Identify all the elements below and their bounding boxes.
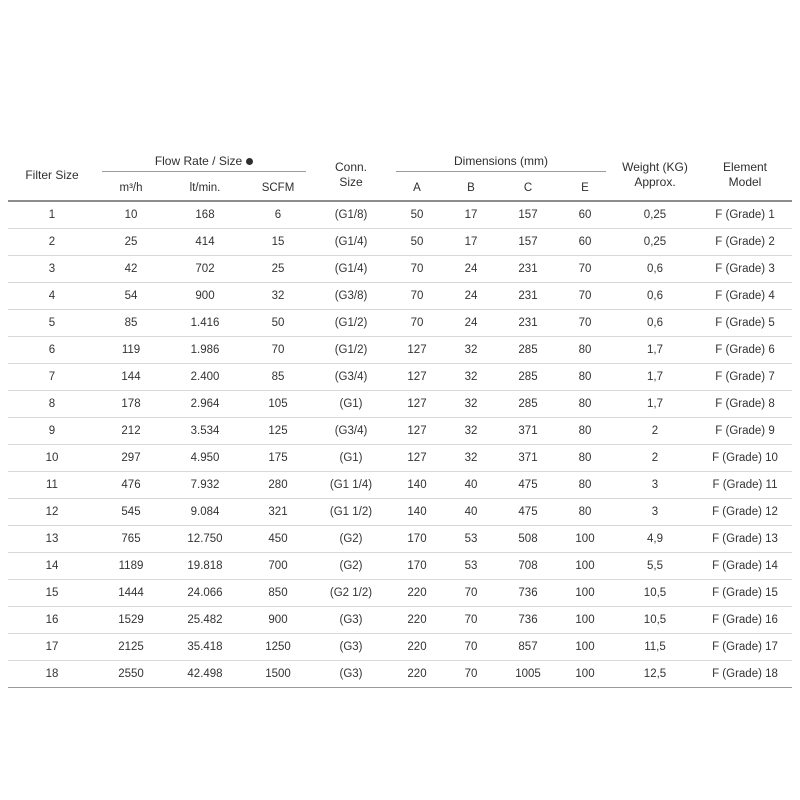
cell-flow-ltmin: 1.986: [166, 337, 244, 364]
header-element-model: [698, 150, 792, 201]
header-flow-scfm: [244, 176, 312, 201]
table-row: [8, 445, 792, 472]
cell-dim-e: 100: [558, 607, 612, 634]
cell-dim-b: 32: [444, 364, 498, 391]
header-weight: [612, 150, 698, 201]
cell-dim-e: 80: [558, 418, 612, 445]
header-flow-ltmin: [166, 176, 244, 201]
header-dim-a: [390, 176, 444, 201]
cell-dim-b: 53: [444, 526, 498, 553]
cell-flow-ltmin: 414: [166, 229, 244, 256]
cell-element-model: F (Grade) 8: [698, 391, 792, 418]
cell-dim-b: 32: [444, 445, 498, 472]
header-flow-ltmin-label: lt/min.: [189, 182, 221, 194]
header-dimensions-line: [396, 154, 606, 172]
header-element-line2: Model: [728, 175, 762, 189]
table-row: [8, 499, 792, 526]
header-dimensions-group: [390, 150, 612, 176]
cell-filter-size: 7: [8, 364, 96, 391]
cell-dim-a: 220: [390, 634, 444, 661]
cell-dim-c: 285: [498, 391, 558, 418]
cell-dim-e: 80: [558, 499, 612, 526]
cell-flow-m3h: 765: [96, 526, 166, 553]
cell-flow-m3h: 42: [96, 256, 166, 283]
cell-dim-a: 127: [390, 337, 444, 364]
cell-dim-c: 231: [498, 310, 558, 337]
cell-flow-ltmin: 9.084: [166, 499, 244, 526]
cell-dim-b: 70: [444, 607, 498, 634]
cell-dim-c: 736: [498, 580, 558, 607]
header-flow-rate-label: Flow Rate / Size: [154, 154, 243, 168]
cell-element-model: F (Grade) 17: [698, 634, 792, 661]
cell-flow-ltmin: 42.498: [166, 661, 244, 688]
cell-dim-a: 70: [390, 283, 444, 310]
cell-filter-size: 13: [8, 526, 96, 553]
cell-dim-e: 80: [558, 337, 612, 364]
cell-dim-c: 157: [498, 229, 558, 256]
table-row: [8, 526, 792, 553]
cell-dim-a: 140: [390, 499, 444, 526]
header-element-line1: Element: [722, 160, 768, 174]
table-row: [8, 418, 792, 445]
cell-flow-scfm: 25: [244, 256, 312, 283]
cell-dim-e: 80: [558, 445, 612, 472]
cell-flow-m3h: 1529: [96, 607, 166, 634]
cell-dim-a: 70: [390, 256, 444, 283]
header-filter-size-label: Filter Size: [25, 168, 79, 182]
cell-filter-size: 5: [8, 310, 96, 337]
cell-dim-a: 50: [390, 201, 444, 229]
header-weight-line2: Approx.: [634, 175, 676, 189]
cell-dim-e: 70: [558, 283, 612, 310]
cell-dim-a: 220: [390, 580, 444, 607]
cell-weight: 2: [612, 445, 698, 472]
cell-filter-size: 12: [8, 499, 96, 526]
table-row: [8, 310, 792, 337]
cell-filter-size: 17: [8, 634, 96, 661]
cell-dim-c: 157: [498, 201, 558, 229]
cell-weight: 4,9: [612, 526, 698, 553]
table-row: [8, 472, 792, 499]
cell-conn-size: (G3): [312, 607, 390, 634]
cell-weight: 0,25: [612, 201, 698, 229]
cell-dim-c: 285: [498, 337, 558, 364]
cell-dim-b: 70: [444, 634, 498, 661]
table-row: [8, 283, 792, 310]
table-row: [8, 553, 792, 580]
cell-filter-size: 2: [8, 229, 96, 256]
table-row: [8, 201, 792, 229]
header-dim-c-label: C: [523, 182, 533, 194]
cell-flow-m3h: 297: [96, 445, 166, 472]
cell-flow-m3h: 476: [96, 472, 166, 499]
cell-dim-e: 80: [558, 472, 612, 499]
header-flow-rate-group: [96, 150, 312, 176]
cell-flow-ltmin: 1.416: [166, 310, 244, 337]
cell-dim-c: 1005: [498, 661, 558, 688]
cell-dim-b: 24: [444, 283, 498, 310]
cell-flow-ltmin: 19.818: [166, 553, 244, 580]
cell-dim-b: 70: [444, 580, 498, 607]
cell-dim-b: 17: [444, 201, 498, 229]
cell-dim-c: 508: [498, 526, 558, 553]
cell-dim-b: 32: [444, 418, 498, 445]
cell-element-model: F (Grade) 7: [698, 364, 792, 391]
table-body: [8, 201, 792, 688]
cell-filter-size: 4: [8, 283, 96, 310]
table-row: [8, 661, 792, 688]
cell-conn-size: (G3): [312, 634, 390, 661]
cell-dim-b: 32: [444, 337, 498, 364]
cell-flow-ltmin: 702: [166, 256, 244, 283]
cell-weight: 3: [612, 472, 698, 499]
cell-flow-scfm: 6: [244, 201, 312, 229]
header-flow-m3h: [96, 176, 166, 201]
cell-element-model: F (Grade) 14: [698, 553, 792, 580]
cell-conn-size: (G3/4): [312, 418, 390, 445]
header-flow-m3h-label: m³/h: [119, 182, 143, 194]
header-dim-a-label: A: [413, 182, 421, 194]
cell-flow-scfm: 15: [244, 229, 312, 256]
table-row: [8, 229, 792, 256]
cell-conn-size: (G1): [312, 445, 390, 472]
cell-dim-e: 100: [558, 553, 612, 580]
cell-flow-scfm: 32: [244, 283, 312, 310]
cell-dim-c: 708: [498, 553, 558, 580]
cell-flow-scfm: 105: [244, 391, 312, 418]
cell-dim-b: 53: [444, 553, 498, 580]
cell-element-model: F (Grade) 3: [698, 256, 792, 283]
cell-conn-size: (G3/4): [312, 364, 390, 391]
cell-element-model: F (Grade) 4: [698, 283, 792, 310]
cell-filter-size: 6: [8, 337, 96, 364]
cell-conn-size: (G1): [312, 391, 390, 418]
cell-dim-c: 371: [498, 445, 558, 472]
cell-flow-m3h: 119: [96, 337, 166, 364]
specification-table-container: [8, 150, 792, 688]
cell-dim-b: 32: [444, 391, 498, 418]
cell-dim-e: 70: [558, 310, 612, 337]
header-dim-c: [498, 176, 558, 201]
cell-element-model: F (Grade) 10: [698, 445, 792, 472]
cell-weight: 0,6: [612, 283, 698, 310]
cell-flow-ltmin: 168: [166, 201, 244, 229]
header-dim-e-label: E: [581, 182, 589, 194]
cell-flow-m3h: 178: [96, 391, 166, 418]
cell-flow-scfm: 125: [244, 418, 312, 445]
cell-flow-m3h: 1444: [96, 580, 166, 607]
table-row: [8, 256, 792, 283]
cell-flow-scfm: 85: [244, 364, 312, 391]
cell-element-model: F (Grade) 2: [698, 229, 792, 256]
cell-dim-e: 100: [558, 526, 612, 553]
cell-flow-ltmin: 12.750: [166, 526, 244, 553]
cell-flow-scfm: 1500: [244, 661, 312, 688]
cell-flow-ltmin: 900: [166, 283, 244, 310]
table-row: [8, 391, 792, 418]
cell-flow-m3h: 545: [96, 499, 166, 526]
table-row: [8, 364, 792, 391]
cell-dim-a: 220: [390, 661, 444, 688]
cell-flow-m3h: 2550: [96, 661, 166, 688]
cell-dim-a: 127: [390, 445, 444, 472]
cell-dim-c: 475: [498, 472, 558, 499]
cell-dim-a: 70: [390, 310, 444, 337]
cell-dim-a: 127: [390, 418, 444, 445]
cell-dim-b: 70: [444, 661, 498, 688]
dot-icon: [246, 158, 253, 165]
cell-flow-ltmin: 2.964: [166, 391, 244, 418]
cell-weight: 10,5: [612, 607, 698, 634]
cell-dim-e: 80: [558, 391, 612, 418]
header-flow-rate-line: [102, 154, 306, 172]
header-flow-scfm-label: SCFM: [261, 182, 295, 194]
cell-dim-e: 100: [558, 634, 612, 661]
cell-filter-size: 11: [8, 472, 96, 499]
cell-flow-scfm: 450: [244, 526, 312, 553]
cell-conn-size: (G1/8): [312, 201, 390, 229]
cell-element-model: F (Grade) 1: [698, 201, 792, 229]
table-row: [8, 634, 792, 661]
cell-dim-b: 24: [444, 256, 498, 283]
cell-filter-size: 1: [8, 201, 96, 229]
cell-element-model: F (Grade) 15: [698, 580, 792, 607]
cell-weight: 0,25: [612, 229, 698, 256]
cell-element-model: F (Grade) 11: [698, 472, 792, 499]
cell-flow-ltmin: 4.950: [166, 445, 244, 472]
cell-flow-scfm: 900: [244, 607, 312, 634]
cell-element-model: F (Grade) 12: [698, 499, 792, 526]
cell-flow-ltmin: 25.482: [166, 607, 244, 634]
cell-flow-m3h: 144: [96, 364, 166, 391]
cell-flow-scfm: 175: [244, 445, 312, 472]
cell-conn-size: (G2 1/2): [312, 580, 390, 607]
header-dim-e: [558, 176, 612, 201]
cell-weight: 1,7: [612, 391, 698, 418]
cell-conn-size: (G1 1/4): [312, 472, 390, 499]
cell-flow-m3h: 10: [96, 201, 166, 229]
cell-filter-size: 9: [8, 418, 96, 445]
table-row: [8, 607, 792, 634]
cell-element-model: F (Grade) 13: [698, 526, 792, 553]
cell-flow-scfm: 1250: [244, 634, 312, 661]
cell-filter-size: 15: [8, 580, 96, 607]
cell-weight: 3: [612, 499, 698, 526]
cell-dim-c: 231: [498, 283, 558, 310]
header-weight-line1: Weight (KG): [622, 160, 688, 174]
header-conn-size-line1: Conn.: [334, 160, 368, 174]
cell-weight: 0,6: [612, 310, 698, 337]
cell-flow-scfm: 70: [244, 337, 312, 364]
cell-dim-c: 736: [498, 607, 558, 634]
cell-weight: 10,5: [612, 580, 698, 607]
header-dimensions-label: Dimensions (mm): [453, 154, 548, 168]
cell-dim-a: 170: [390, 553, 444, 580]
cell-element-model: F (Grade) 16: [698, 607, 792, 634]
table-row: [8, 580, 792, 607]
cell-filter-size: 10: [8, 445, 96, 472]
cell-dim-c: 475: [498, 499, 558, 526]
cell-dim-e: 100: [558, 661, 612, 688]
cell-conn-size: (G1 1/2): [312, 499, 390, 526]
cell-dim-c: 285: [498, 364, 558, 391]
cell-weight: 2: [612, 418, 698, 445]
cell-flow-m3h: 2125: [96, 634, 166, 661]
cell-flow-scfm: 321: [244, 499, 312, 526]
cell-weight: 12,5: [612, 661, 698, 688]
cell-conn-size: (G3/8): [312, 283, 390, 310]
cell-dim-a: 220: [390, 607, 444, 634]
cell-element-model: F (Grade) 6: [698, 337, 792, 364]
cell-filter-size: 16: [8, 607, 96, 634]
header-conn-size: [312, 150, 390, 201]
table-row: [8, 337, 792, 364]
cell-conn-size: (G1/4): [312, 256, 390, 283]
cell-flow-scfm: 850: [244, 580, 312, 607]
cell-element-model: F (Grade) 5: [698, 310, 792, 337]
cell-dim-c: 371: [498, 418, 558, 445]
cell-element-model: F (Grade) 9: [698, 418, 792, 445]
cell-filter-size: 8: [8, 391, 96, 418]
cell-dim-a: 50: [390, 229, 444, 256]
header-dim-b: [444, 176, 498, 201]
header-conn-size-line2: Size: [339, 175, 363, 189]
cell-element-model: F (Grade) 18: [698, 661, 792, 688]
cell-filter-size: 18: [8, 661, 96, 688]
cell-dim-b: 40: [444, 472, 498, 499]
cell-filter-size: 14: [8, 553, 96, 580]
cell-dim-e: 100: [558, 580, 612, 607]
cell-dim-c: 857: [498, 634, 558, 661]
cell-filter-size: 3: [8, 256, 96, 283]
cell-dim-a: 127: [390, 364, 444, 391]
header-row-groups: [8, 150, 792, 176]
cell-dim-b: 40: [444, 499, 498, 526]
cell-flow-ltmin: 7.932: [166, 472, 244, 499]
cell-weight: 0,6: [612, 256, 698, 283]
header-filter-size: [8, 150, 96, 201]
cell-flow-m3h: 212: [96, 418, 166, 445]
cell-flow-m3h: 1189: [96, 553, 166, 580]
cell-flow-ltmin: 3.534: [166, 418, 244, 445]
cell-conn-size: (G1/2): [312, 310, 390, 337]
cell-weight: 11,5: [612, 634, 698, 661]
cell-dim-e: 70: [558, 256, 612, 283]
cell-flow-m3h: 54: [96, 283, 166, 310]
cell-conn-size: (G1/4): [312, 229, 390, 256]
cell-dim-e: 80: [558, 364, 612, 391]
header-dim-b-label: B: [467, 182, 475, 194]
cell-flow-scfm: 50: [244, 310, 312, 337]
cell-dim-b: 17: [444, 229, 498, 256]
cell-dim-a: 140: [390, 472, 444, 499]
cell-conn-size: (G3): [312, 661, 390, 688]
cell-conn-size: (G2): [312, 553, 390, 580]
cell-flow-scfm: 700: [244, 553, 312, 580]
cell-weight: 1,7: [612, 337, 698, 364]
cell-conn-size: (G1/2): [312, 337, 390, 364]
cell-weight: 5,5: [612, 553, 698, 580]
cell-flow-ltmin: 24.066: [166, 580, 244, 607]
cell-flow-m3h: 25: [96, 229, 166, 256]
filter-specification-table: [8, 150, 792, 688]
cell-dim-c: 231: [498, 256, 558, 283]
table-header: [8, 150, 792, 201]
cell-dim-a: 170: [390, 526, 444, 553]
cell-flow-m3h: 85: [96, 310, 166, 337]
cell-flow-ltmin: 35.418: [166, 634, 244, 661]
cell-flow-ltmin: 2.400: [166, 364, 244, 391]
cell-flow-scfm: 280: [244, 472, 312, 499]
cell-dim-e: 60: [558, 229, 612, 256]
cell-dim-e: 60: [558, 201, 612, 229]
cell-dim-b: 24: [444, 310, 498, 337]
cell-weight: 1,7: [612, 364, 698, 391]
cell-conn-size: (G2): [312, 526, 390, 553]
cell-dim-a: 127: [390, 391, 444, 418]
